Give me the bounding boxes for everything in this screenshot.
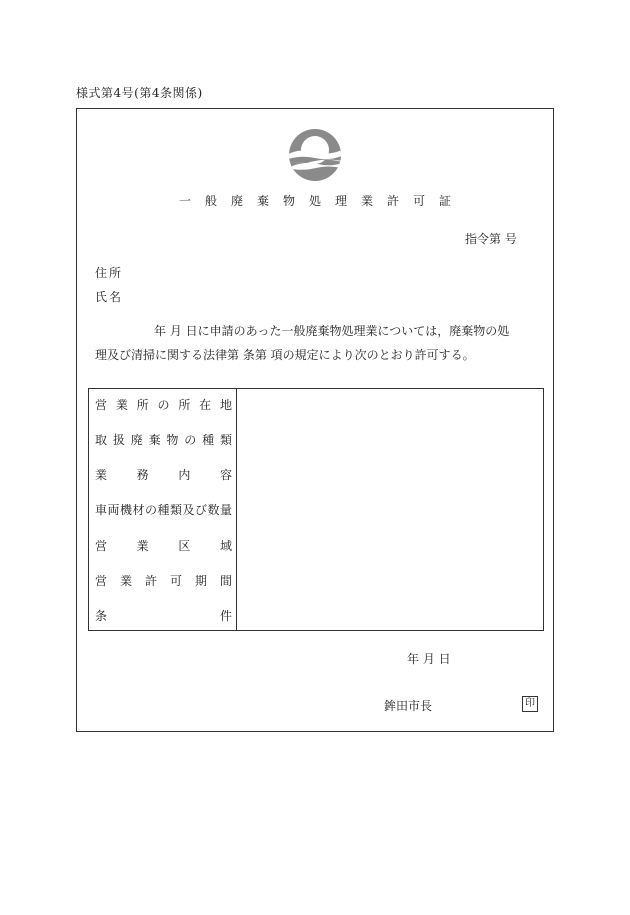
- issue-date: 年 月 日: [407, 652, 451, 666]
- seal-stamp: 印: [522, 696, 538, 712]
- row-label-vehicles: 車両機材の種類及び数量: [95, 503, 232, 517]
- designation-number: 指令第 号: [465, 232, 517, 246]
- row-label-business-area: 営業区域: [95, 539, 232, 553]
- body-text-line-2: 理及び清掃に関する法律第 条第 項の規定により次のとおり許可する。: [95, 348, 475, 362]
- certificate-title: 一般廃棄物処理業許可証: [178, 194, 465, 208]
- form-number: 様式第4号(第4条関係): [76, 86, 203, 100]
- table-divider: [236, 388, 237, 631]
- row-label-conditions: 条件: [95, 609, 232, 623]
- address-label: 住所: [95, 266, 124, 280]
- row-label-office-location: 営業所の所在地: [95, 398, 232, 412]
- body-text-line-1: 年 月 日に申請のあった一般廃棄物処理業については，廃棄物の処: [154, 324, 510, 338]
- name-label: 氏名: [95, 290, 124, 304]
- row-label-waste-type: 取扱廃棄物の種類: [95, 433, 232, 447]
- row-label-business-content: 業務内容: [95, 468, 232, 482]
- city-emblem-icon: [288, 128, 342, 182]
- issuer-name: 鉾田市長: [384, 699, 433, 713]
- row-label-permit-period: 営業許可期間: [95, 574, 232, 588]
